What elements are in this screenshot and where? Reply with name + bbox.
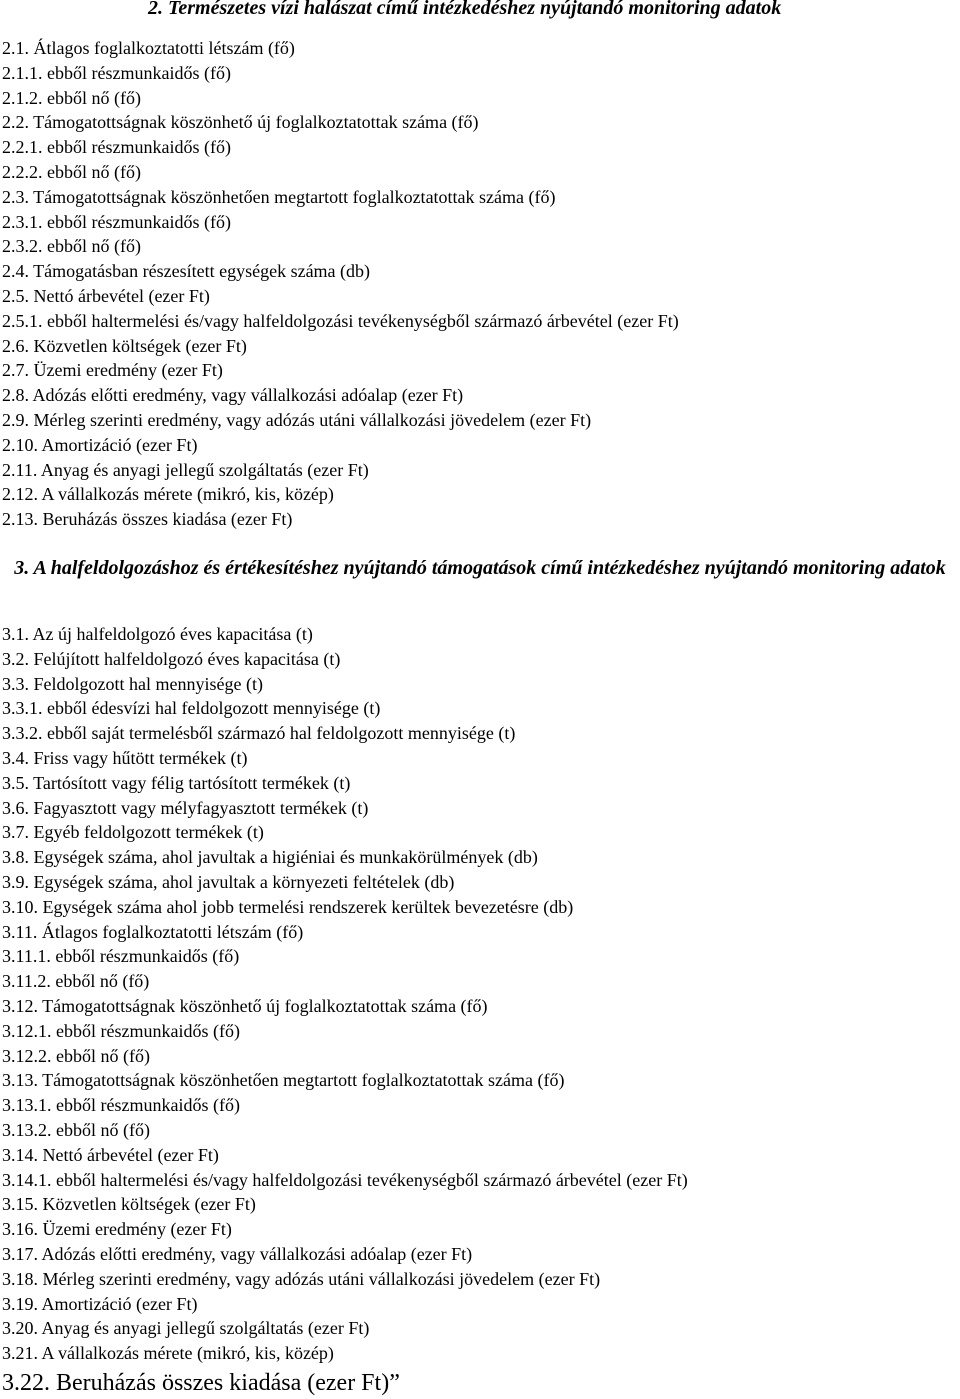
section-2-item: 2.1. Átlagos foglalkoztatotti létszám (fő)	[2, 38, 295, 58]
section-2-list	[2, 36, 679, 532]
section-2-item: 2.13. Beruházás összes kiadása (ezer Ft)	[2, 509, 293, 530]
section-3-final-item: 3.22. Beruházás összes kiadása (ezer Ft)”	[2, 1370, 400, 1396]
section-3-item: 3.9. Egységek száma, ahol javultak a környezeti feltételek (db)	[2, 871, 455, 892]
section-3-item: 3.15. Közvetlen költségek (ezer Ft)	[2, 1194, 256, 1215]
section-2-item: 2.2.2. ebből nő (fő)	[2, 161, 141, 182]
section-2-heading: 2. Természetes vízi halászat című intézkedéshez nyújtandó monitoring adatok	[148, 0, 782, 19]
section-3-item: 3.11.2. ebből nő (fő)	[2, 971, 150, 992]
section-2-item: 2.2. Támogatottságnak köszönhető új foglalkoztatottak száma (fő)	[2, 112, 479, 133]
section-2-item: 2.9. Mérleg szerinti eredmény, vagy adózás utáni vállalkozási jövedelem (ezer Ft)	[2, 409, 592, 430]
section-2-item: 2.4. Támogatásban részesített egységek száma (db)	[2, 261, 371, 282]
section-3-heading: 3. A halfeldolgozáshoz és értékesítéshez nyújtandó támogatások című intézkedéshez nyújtandó monitoring adatok	[14, 557, 946, 579]
section-2-item: 2.11. Anyag és anyagi jellegű szolgáltatás (ezer Ft)	[2, 459, 369, 480]
section-2-item: 2.3.1. ebből részmunkaidős (fő)	[2, 211, 231, 232]
section-3-item: 3.14. Nettó árbevétel (ezer Ft)	[2, 1144, 219, 1165]
section-3-item: 3.10. Egységek száma ahol jobb termelési rendszerek kerültek bevezetésre (db)	[2, 896, 574, 917]
section-3-item: 3.3.2. ebből saját termelésből származó hal feldolgozott mennyisége (t)	[2, 723, 516, 744]
section-3-item: 3.13. Támogatottságnak köszönhetően megtartott foglalkoztatottak száma (fő)	[2, 1070, 565, 1091]
section-3-item: 3.5. Tartósított vagy félig tartósított termékek (t)	[2, 772, 351, 793]
section-3-list	[2, 622, 688, 1366]
section-2-item: 2.7. Üzemi eredmény (ezer Ft)	[2, 360, 223, 381]
section-3-item: 3.11.1. ebből részmunkaidős (fő)	[2, 946, 240, 967]
section-2-item: 2.8. Adózás előtti eredmény, vagy vállalkozási adóalap (ezer Ft)	[2, 385, 464, 406]
section-3-item: 3.7. Egyéb feldolgozott termékek (t)	[2, 822, 264, 843]
section-3-item: 3.18. Mérleg szerinti eredmény, vagy adózás utáni vállalkozási jövedelem (ezer Ft)	[2, 1268, 601, 1289]
section-3-item: 3.13.1. ebből részmunkaidős (fő)	[2, 1095, 240, 1116]
section-3-item: 3.12.1. ebből részmunkaidős (fő)	[2, 1020, 240, 1041]
section-3-item: 3.17. Adózás előtti eredmény, vagy vállalkozási adóalap (ezer Ft)	[2, 1243, 473, 1264]
section-3-item: 3.20. Anyag és anyagi jellegű szolgáltatás (ezer Ft)	[2, 1318, 370, 1339]
section-3-item: 3.8. Egységek száma, ahol javultak a higiéniai és munkakörülmények (db)	[2, 847, 538, 868]
section-2-item: 2.5. Nettó árbevétel (ezer Ft)	[2, 285, 210, 306]
section-2-item: 2.3.2. ebből nő (fő)	[2, 236, 141, 257]
section-3-item: 3.1. Az új halfeldolgozó éves kapacitása (t)	[2, 624, 313, 644]
section-3-item: 3.14.1. ebből haltermelési és/vagy halfeldolgozási tevékenységből származó árbevétel (ezer Ft)	[2, 1169, 688, 1190]
section-3-item: 3.19. Amortizáció (ezer Ft)	[2, 1293, 198, 1314]
section-2-item: 2.1.2. ebből nő (fő)	[2, 87, 141, 108]
section-3-item: 3.11. Átlagos foglalkoztatotti létszám (fő)	[2, 921, 304, 942]
section-3-item: 3.2. Felújított halfeldolgozó éves kapacitása (t)	[2, 648, 341, 669]
section-3-item: 3.3. Feldolgozott hal mennyisége (t)	[2, 673, 263, 694]
section-3-item: 3.12. Támogatottságnak köszönhető új foglalkoztatottak száma (fő)	[2, 995, 488, 1016]
section-2-item: 2.10. Amortizáció (ezer Ft)	[2, 434, 198, 455]
section-2-item: 2.1.1. ebből részmunkaidős (fő)	[2, 62, 231, 83]
section-2-item: 2.3. Támogatottságnak köszönhetően megtartott foglalkoztatottak száma (fő)	[2, 186, 556, 207]
section-3-item: 3.6. Fagyasztott vagy mélyfagyasztott termékek (t)	[2, 797, 369, 818]
section-3-item: 3.13.2. ebből nő (fő)	[2, 1119, 150, 1140]
section-3-item: 3.16. Üzemi eredmény (ezer Ft)	[2, 1219, 232, 1240]
section-2-item: 2.5.1. ebből haltermelési és/vagy halfeldolgozási tevékenységből származó árbevétel (ezer Ft)	[2, 310, 679, 331]
section-3-item: 3.21. A vállalkozás mérete (mikró, kis, közép)	[2, 1343, 334, 1364]
section-3-item: 3.12.2. ebből nő (fő)	[2, 1045, 150, 1066]
section-3-item: 3.3.1. ebből édesvízi hal feldolgozott mennyisége (t)	[2, 698, 381, 719]
section-3-item: 3.4. Friss vagy hűtött termékek (t)	[2, 747, 248, 768]
section-2-item: 2.6. Közvetlen költségek (ezer Ft)	[2, 335, 247, 356]
section-2-item: 2.12. A vállalkozás mérete (mikró, kis, közép)	[2, 484, 334, 505]
section-2-item: 2.2.1. ebből részmunkaidős (fő)	[2, 137, 231, 158]
